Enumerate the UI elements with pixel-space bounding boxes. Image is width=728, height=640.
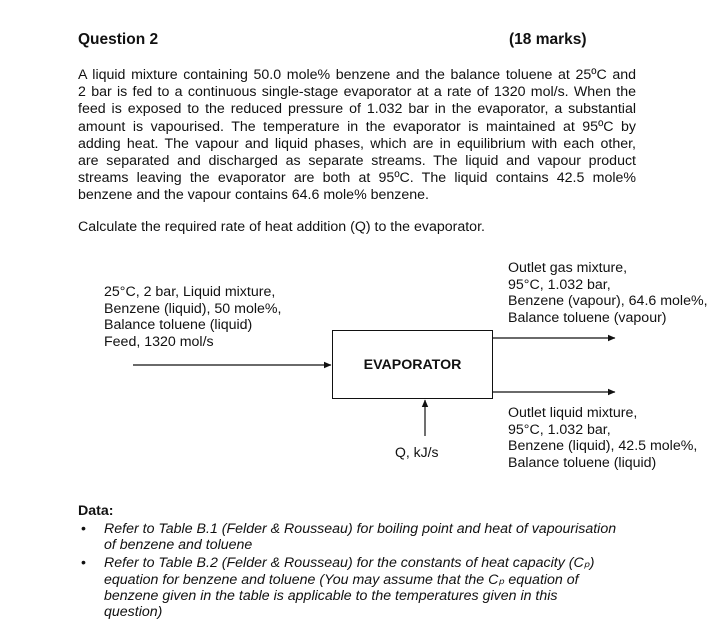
heat-input-label: Q, kJ/s xyxy=(395,444,439,460)
paragraph-line: feed is exposed to the reduced pressure of 1.032 bar in the evaporator, a substantial xyxy=(78,101,636,118)
paragraph-line: benzene and the vapour contains 64.6 mole% benzene. xyxy=(78,187,430,204)
question-marks: (18 marks) xyxy=(509,31,587,48)
data-heading: Data: xyxy=(78,503,114,519)
feed-line: Feed, 1320 mol/s xyxy=(104,333,214,350)
data-list xyxy=(78,521,678,620)
paragraph-line: are separated and discharged as separate streams. The liquid and vapour product xyxy=(78,152,636,169)
paragraph-line: adding heat. The vapour and liquid phases, which are in equilibrium with each other, xyxy=(78,135,636,152)
bullet-dot: • xyxy=(81,555,86,572)
liquid-line: Outlet liquid mixture, xyxy=(508,405,638,421)
question-title: Question 2 xyxy=(78,31,159,48)
evaporator-box xyxy=(332,330,493,399)
feed-line: Benzene (liquid), 50 mole%, xyxy=(104,300,282,317)
gas-line: 95°C, 1.032 bar, xyxy=(508,276,611,293)
feed-line: Balance toluene (liquid) xyxy=(104,317,253,334)
bullet-line: Refer to Table B.2 (Felder & Rousseau) for the constants of heat capacity (Cₚ) xyxy=(104,555,595,572)
bullet-line: benzene given in the table is applicable to the temperatures given in this xyxy=(104,587,558,604)
bullet-dot: • xyxy=(81,521,86,537)
paragraph-line: 2 bar is fed to a continuous single-stage evaporator at a rate of 1320 mol/s. When the xyxy=(78,84,636,101)
gas-line: Balance toluene (vapour) xyxy=(508,309,667,326)
bullet-line: equation for benzene and toluene (You may assume that the Cₚ equation of xyxy=(104,571,579,588)
paragraph-line: A liquid mixture containing 50.0 mole% benzene and the balance toluene at 25ºC and xyxy=(78,67,636,83)
bullet-line: Refer to Table B.1 (Felder & Rousseau) for boiling point and heat of vapourisation xyxy=(104,521,617,537)
liquid-outlet-label xyxy=(508,405,697,471)
paragraph-line: streams leaving the evaporator are both at 95ºC. The liquid contains 42.5 mole% xyxy=(78,170,636,187)
calculate-instruction: Calculate the required rate of heat addition (Q) to the evaporator. xyxy=(78,219,485,235)
gas-outlet-label xyxy=(508,260,708,326)
paragraph-line: amount is vapourised. The temperature in the evaporator is maintained at 95ºC by xyxy=(78,118,636,135)
feed-stream-label xyxy=(104,284,281,350)
gas-line: Outlet gas mixture, xyxy=(508,260,628,276)
bullet-line: question) xyxy=(104,604,163,621)
liquid-line: 95°C, 1.032 bar, xyxy=(508,421,611,438)
evaporator-label: EVAPORATOR xyxy=(363,356,462,373)
gas-line: Benzene (vapour), 64.6 mole%, xyxy=(508,293,708,310)
liquid-line: Benzene (liquid), 42.5 mole%, xyxy=(508,438,698,455)
data-bullet-item xyxy=(78,555,678,620)
data-bullet-item xyxy=(78,521,678,553)
bullet-line: of benzene and toluene xyxy=(104,537,253,554)
liquid-line: Balance toluene (liquid) xyxy=(508,454,657,471)
feed-line: 25°C, 2 bar, Liquid mixture, xyxy=(104,284,276,300)
